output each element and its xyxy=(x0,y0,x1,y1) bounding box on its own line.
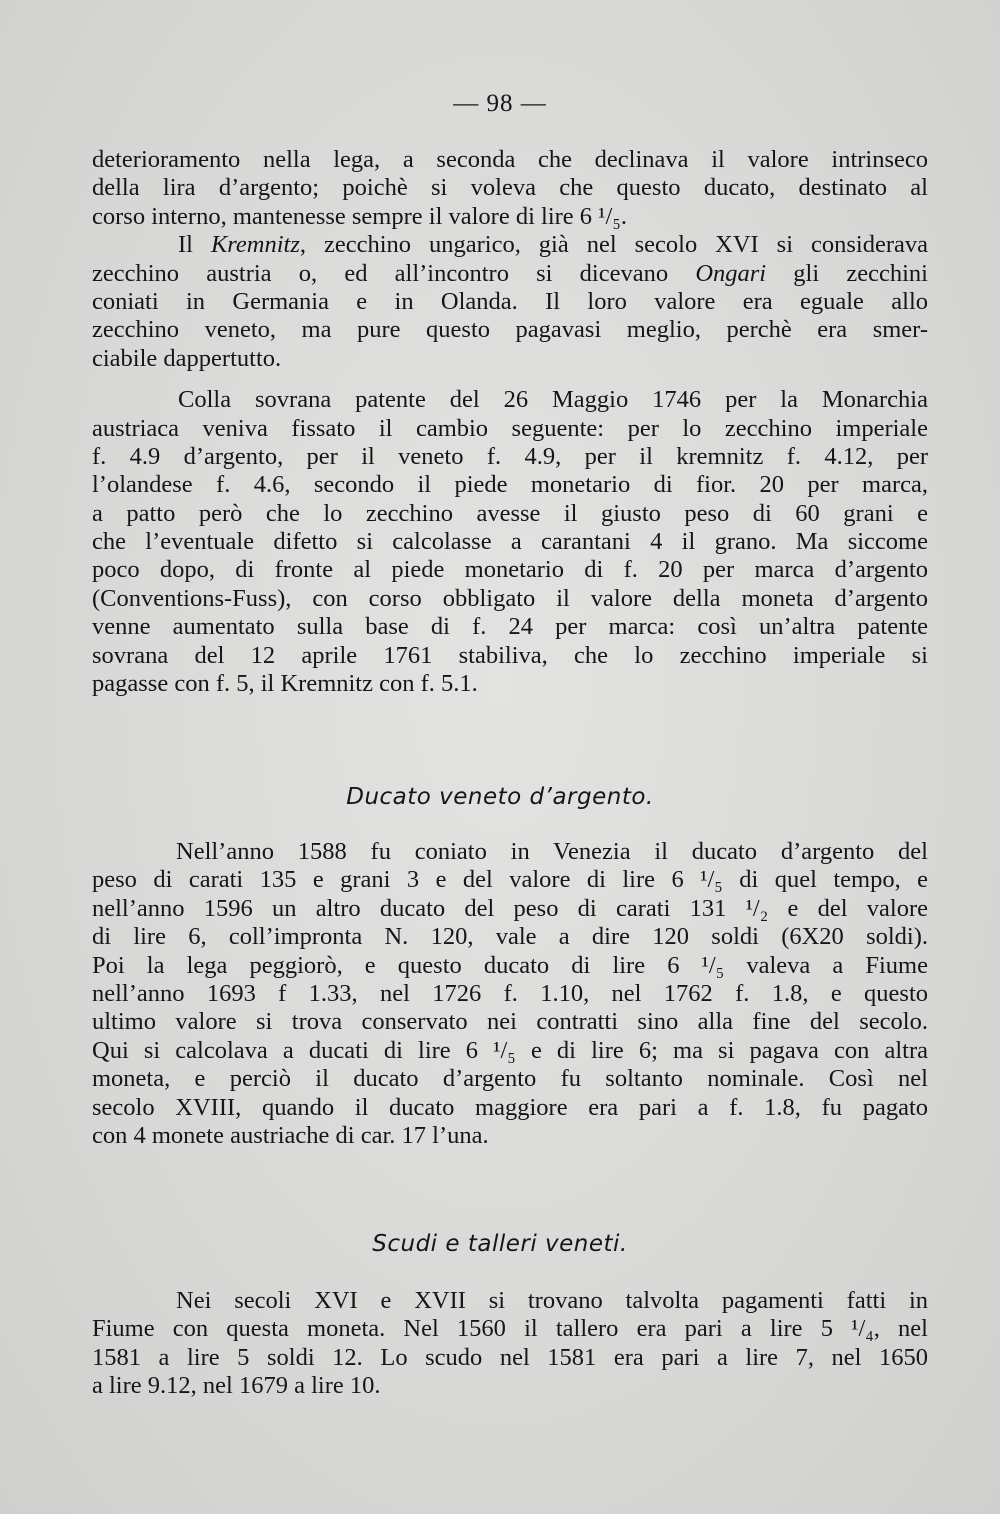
text-line: della lira d’argento; poichè si voleva che questo ducato, destinato al xyxy=(92,174,928,202)
body-text-block-1 xyxy=(92,146,928,698)
text-line: sovrana del 12 aprile 1761 stabiliva, che lo zecchino imperiale si xyxy=(92,641,928,669)
text-line: zecchino austria o, ed all’incontro si dicevano Ongari gli zecchini xyxy=(92,259,928,287)
text-line: con 4 monete austriache di car. 17 l’una. xyxy=(92,1121,489,1149)
text-line: coniati in Germania e in Olanda. Il loro valore era eguale allo xyxy=(92,287,928,315)
text-line: f. 4.9 d’argento, per il veneto f. 4.9, per il kremnitz f. 4.12, per xyxy=(92,442,928,470)
text-line: deterioramento nella lega, a seconda che declinava il valore intrinseco xyxy=(92,146,928,173)
body-text-block-2 xyxy=(92,838,928,1150)
text-line: (Conventions-Fuss), con corso obbligato il valore della moneta d’argento xyxy=(92,584,928,612)
text-line: di lire 6, coll’impronta N. 120, vale a dire 120 soldi (6X20 soldi). xyxy=(92,923,928,951)
text-line: nell’anno 1693 f 1.33, nel 1726 f. 1.10, nel 1762 f. 1.8, e questo xyxy=(92,979,928,1007)
body-text-block-3 xyxy=(92,1287,928,1401)
text-line: peso di carati 135 e grani 3 e del valore di lire 6 ¹/₅ di quel tempo, e xyxy=(92,866,928,894)
text-line: Colla sovrana patente del 26 Maggio 1746 per la Monarchia xyxy=(178,386,928,414)
text-line: ciabile dappertutto. xyxy=(92,344,282,372)
text-line: l’olandese f. 4.6, secondo il piede monetario di fior. 20 per marca, xyxy=(92,471,928,499)
text-line: Il Kremnitz, zecchino ungarico, già nel secolo XVI si considerava xyxy=(178,231,928,259)
page-number: — 98 — xyxy=(453,90,547,117)
text-line: a patto però che lo zecchino avesse il giusto peso di 60 grani e xyxy=(92,499,928,527)
text-line: moneta, e perciò il ducato d’argento fu soltanto nominale. Così nel xyxy=(92,1065,928,1093)
text-line: corso interno, mantenesse sempre il valore di lire 6 ¹/₅. xyxy=(92,202,627,230)
text-line: che l’eventuale difetto si calcolasse a carantani 4 il grano. Ma siccome xyxy=(92,528,928,556)
text-line: Nell’anno 1588 fu coniato in Venezia il ducato d’argento del xyxy=(176,838,928,865)
text-line: secolo XVIII, quando il ducato maggiore era pari a f. 1.8, fu pagato xyxy=(92,1093,928,1121)
section-heading-ducato: Ducato veneto d’argento. xyxy=(346,784,654,810)
text-line: Fiume con questa moneta. Nel 1560 il tallero era pari a lire 5 ¹/₄, nel xyxy=(92,1315,928,1343)
text-line: poco dopo, di fronte al piede monetario di f. 20 per marca d’argento xyxy=(92,556,928,584)
text-line: nell’anno 1596 un altro ducato del peso di carati 131 ¹/₂ e del valore xyxy=(92,894,928,922)
text-line: ultimo valore si trova conservato nei contratti sino alla fine del secolo. xyxy=(92,1008,928,1036)
text-line: a lire 9.12, nel 1679 a lire 10. xyxy=(92,1372,381,1400)
text-line: pagasse con f. 5, il Kremnitz con f. 5.1. xyxy=(92,670,478,698)
text-line: 1581 a lire 5 soldi 12. Lo scudo nel 1581 era pari a lire 7, nel 1650 xyxy=(92,1343,928,1371)
text-line: Poi la lega peggiorò, e questo ducato di lire 6 ¹/₅ valeva a Fiume xyxy=(92,951,928,979)
text-line: austriaca veniva fissato il cambio seguente: per lo zecchino imperiale xyxy=(92,414,928,442)
text-line: venne aumentato sulla base di f. 24 per marca: così un’altra patente xyxy=(92,613,928,641)
section-heading-scudi: Scudi e talleri veneti. xyxy=(372,1231,628,1257)
text-line: Qui si calcolava a ducati di lire 6 ¹/₅ e di lire 6; ma si pagava con altra xyxy=(92,1036,928,1064)
text-line: Nei secoli XVI e XVII si trovano talvolta pagamenti fatti in xyxy=(176,1287,928,1314)
text-line: zecchino veneto, ma pure questo pagavasi meglio, perchè era smer- xyxy=(92,316,928,344)
